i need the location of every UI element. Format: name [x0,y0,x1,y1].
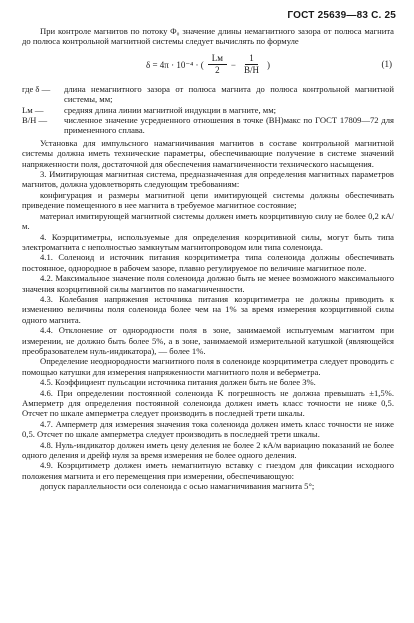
paragraph: допуск параллельности оси соленоида с осью намагничивания магнита 5°; [40,481,315,492]
fraction-1-numerator: Lм [208,53,227,65]
paragraph: материал имитирующей магнитной системы должен иметь коэрцитивную силу не более 0,2 кА/м. [22,210,394,232]
formula-fraction-1 [208,53,227,76]
paragraph: 4.9. Коэрцитиметр должен иметь немагнитную вставку с гнездом для фиксации исходного положения магнита и его перемещения при измерении, обеспечивающую: [22,460,394,481]
paragraph: 4.1. Соленоид и источник питания коэрцитиметра типа соленоида должны обеспечивать постоянное, однородное в рабочем зазоре, плавно регулируемое по величине магнитное поле. [22,252,394,273]
paragraph: 4.2. Максимальное значение поля соленоида должно быть не менее возможного максимального значения коэрцитивной силы магнитов по намагниченности. [22,273,394,294]
paragraph: Определение неоднородности магнитного поля в соленоиде коэрцитиметра следует проводить с помощью катушки для измерения напряженности магнитного поля и веберметра. [22,356,394,377]
formula-fraction-2 [240,53,263,76]
paragraph: 4.6. При определении постоянной соленоида K погрешность не должна превышать ±1,5%. Амперметр для определения постоянной соленоида должен иметь класс точности не ниже 0,5. Отсчет по шкале амперметра следует производить в последней трети шкалы. [22,387,394,419]
fraction-2-denominator: B/H [244,65,260,76]
formula-number: (1) [381,58,392,69]
definition-row [22,105,394,115]
paragraph: 3. Имитирующая магнитная система, предназначенная для определения магнитных параметров магнитов, должна удовлетворять следующим требованиям: [22,169,394,190]
paragraph: 4.4. Отклонение от однородности поля в зоне, занимаемой испытуемым магнитом при измерении, не должно быть более 5%, а в зоне, занимаемой измерительной катушкой (являющейся преобразователем нуль-индикатора), — более 1%. [22,325,394,356]
formula-rhs: ) [267,59,271,70]
paragraph: конфигурация и размеры магнитной цепи имитирующей системы должны обеспечивать приведение помещенного в нее магнита в требуемое магнитное состояние; [22,189,394,211]
fraction-2-numerator: 1 [245,53,258,65]
paragraph: 4.5. Коэффициент пульсации источника питания должен быть не более 3%. [40,377,316,388]
definition-row [22,115,394,136]
formula-minus: − [230,59,236,70]
definition-symbol: где δ — [22,83,51,94]
definition-symbol: B/H — [22,115,48,126]
paragraph: 4.3. Колебания напряжения источника питания коэрцитиметра не должны приводить к изменению величины поля соленоида более чем на 1% за время измерения коэрцитивной силы одного магнита. [22,293,394,325]
definitions-list [22,84,394,136]
definition-text: средняя длина линии магнитной индукции в магните, мм; [64,104,277,115]
definition-symbol: Lм — [22,104,44,115]
formula-1 [22,48,394,82]
paragraph: 4. Коэрцитиметры, используемые для определения коэрцитивной силы, могут быть типа электромагнита с неполностью замкнутым магнитопроводом или типа соленоида. [22,231,394,252]
definition-text: длина немагнитного зазора от полюса магнита до полюса контрольной магнитной системы, мм; [64,83,394,105]
definition-row [22,84,394,105]
definition-text: численное значение усредненного отношения в точке (BH)макс по ГОСТ 17809—72 для примененного сплава. [64,115,394,136]
document-body [22,26,394,492]
fraction-1-denominator: 2 [215,65,220,76]
paragraph: Установка для импульсного намагничивания магнитов в составе контрольной магнитной системы должна иметь технические параметры, обеспечивающие получение в системе значений напряженности поля, достаточной для обеспечения намагниченности технического насыщения. [22,137,394,169]
formula-lhs: δ = 4π · 10⁻⁴ · ( [145,59,204,70]
paragraph: 4.7. Амперметр для измерения значения тока соленоида должен иметь класс точности не ниже 0,5. Отсчет по шкале амперметра следует производить в последней трети шкалы. [22,418,394,440]
page-header: ГОСТ 25639—83 С. 25 [287,10,396,21]
paragraph: 4.8. Нуль-индикатор должен иметь цену деления не более 2 кА/м вариацию показаний не более одного деления и дрейф нуля за время измерения не более одного деления. [22,439,394,461]
intro-paragraph: При контроле магнитов по потоку Φ₀ значение длины немагнитного зазора от полюса магнита до полюса контрольной магнитной системы следует вычислять по формуле [22,26,394,47]
